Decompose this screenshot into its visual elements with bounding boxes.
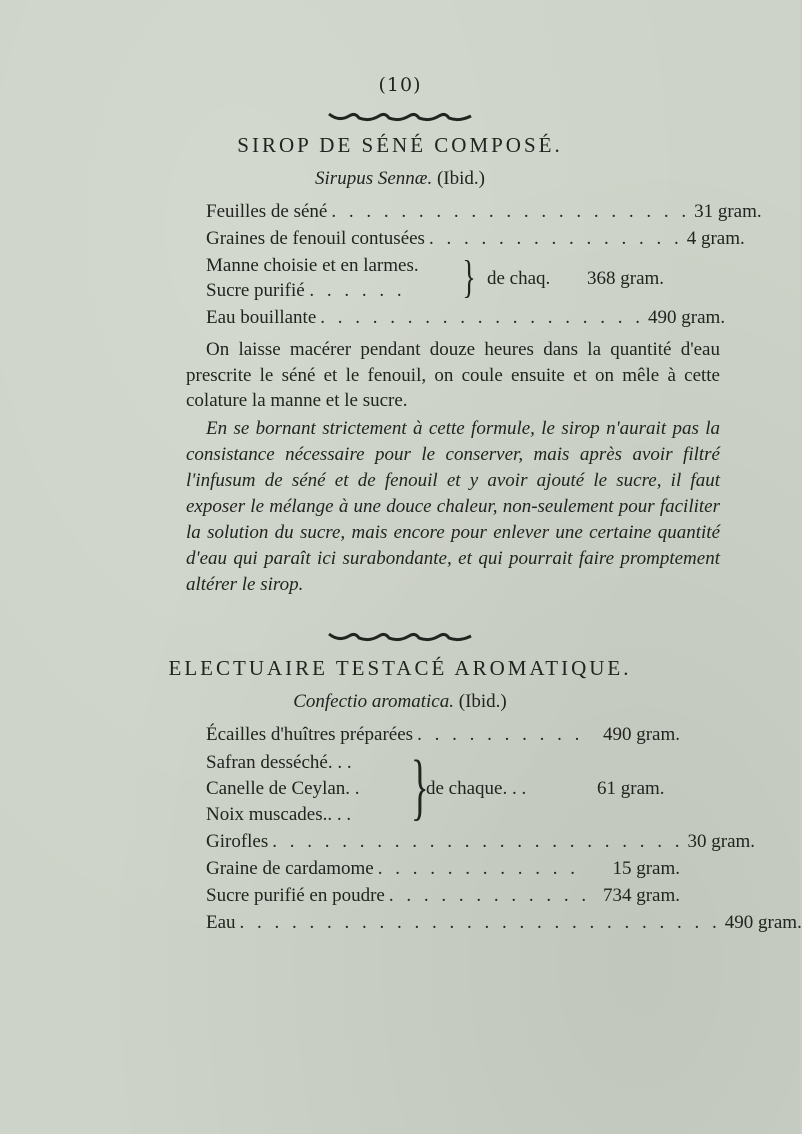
ingredient-qty: 490 gram.	[648, 307, 726, 328]
ingredient-row	[206, 831, 756, 857]
section2-subtitle-ref: (Ibid.)	[458, 691, 507, 712]
grouped-ingredient	[206, 280, 406, 302]
preparation-paragraph: On laisse macérer pendant douze heures dans la quantité d'eau prescrite le séné et le fenouil, on coule ensuite et on mêle à cette colature la manne et le sucre.	[186, 339, 720, 411]
section2-title: ELECTUAIRE TESTACÉ AROMATIQUE.	[168, 656, 632, 680]
ingredient-row	[206, 201, 762, 227]
ingredient-row	[206, 724, 680, 750]
leader-dots: . . . . . . . . . . . . . . . . . . .	[320, 307, 645, 328]
ingredient-name: Graine de cardamome	[206, 858, 374, 879]
section2-subtitle-latin: Confectio aromatica.	[293, 691, 454, 712]
ingredient-name: Eau	[206, 912, 236, 933]
group-label: de chaq.	[487, 268, 551, 289]
grouped-ingredient: Canelle de Ceylan. .	[206, 778, 360, 799]
grouped-ingredient: Manne choisie et en larmes.	[206, 255, 419, 276]
grouped-ingredient: Noix muscades.. . .	[206, 804, 352, 825]
ingredient-qty: 4 gram.	[686, 228, 745, 249]
section1-subtitle-ref: (Ibid.)	[436, 168, 485, 189]
group-qty: 368 gram.	[587, 268, 665, 289]
ingredient-name: Feuilles de séné	[206, 201, 328, 222]
ingredient-qty: 31 gram.	[694, 201, 762, 222]
ingredient-qty: 490 gram.	[724, 912, 802, 933]
ornament-divider-top	[0, 110, 800, 124]
group-qty: 61 gram.	[597, 778, 665, 799]
ingredient-name: Écailles d'huîtres préparées	[206, 724, 414, 745]
section1-subtitle	[0, 168, 800, 190]
grouped-ingredient-name: Sucre purifié	[206, 280, 305, 301]
leader-dots: . . . . . . . . . . . . . . . . . . . . . . . .	[272, 831, 684, 852]
ingredient-qty: 490 gram.	[602, 724, 680, 745]
page-number: (10)	[378, 74, 422, 96]
ingredient-qty: 30 gram.	[687, 831, 756, 852]
wave-ornament-icon	[325, 110, 475, 124]
ingredient-name: Girofles	[206, 831, 269, 852]
group-label: de chaque. . .	[426, 778, 527, 799]
ingredient-qty: 734 gram.	[602, 885, 680, 906]
section1-title: SIROP DE SÉNÉ COMPOSÉ.	[237, 133, 563, 157]
ornament-divider-middle	[0, 630, 800, 644]
ingredient-name: Eau bouillante	[206, 307, 317, 328]
leader-dots: . . . . . . . . . . . . . . .	[428, 228, 683, 249]
leader-dots: . . . . . . . . . .	[417, 724, 584, 745]
ingredient-row	[206, 858, 680, 884]
grouped-ingredient: Safran desséché. . .	[206, 752, 352, 773]
ingredient-row	[206, 228, 745, 254]
leader-dots: . . . . . .	[309, 280, 406, 301]
leader-dots: . . . . . . . . . . . .	[388, 885, 591, 906]
wave-ornament-icon	[325, 630, 475, 644]
brace-icon: }	[410, 746, 429, 828]
ingredient-row	[206, 885, 680, 911]
leader-dots: . . . . . . . . . . . . . . . . . . . . . . . . . . . .	[239, 912, 721, 933]
preparation-note: En se bornant strictement à cette formule, le sirop n'aurait pas la consistance nécessaire pour le conserver, mais après avoir filtré l'infusum de séné et de fenouil et y avoir ajouté le sucre, il faut exposer le mélange à une douce chaleur, non-seulement pour faciliter la solution du sucre, mais encore pour enlever une certaine quantité d'eau qui paraît ici surabondante, et qui pourrait faire promptement altérer le sirop.	[186, 418, 720, 595]
ingredient-name: Graines de fenouil contusées	[206, 228, 425, 249]
section1-subtitle-latin: Sirupus Sennæ.	[315, 168, 433, 189]
leader-dots: . . . . . . . . . . . . . . . . . . . . .	[331, 201, 691, 222]
ingredient-name: Sucre purifié en poudre	[206, 885, 385, 906]
leader-dots: . . . . . . . . . . . .	[377, 858, 579, 879]
brace-icon: }	[462, 251, 476, 302]
ingredient-row	[206, 912, 802, 938]
section2-subtitle	[0, 691, 800, 713]
ingredient-qty: 15 gram.	[612, 858, 680, 879]
ingredient-row	[206, 307, 726, 333]
